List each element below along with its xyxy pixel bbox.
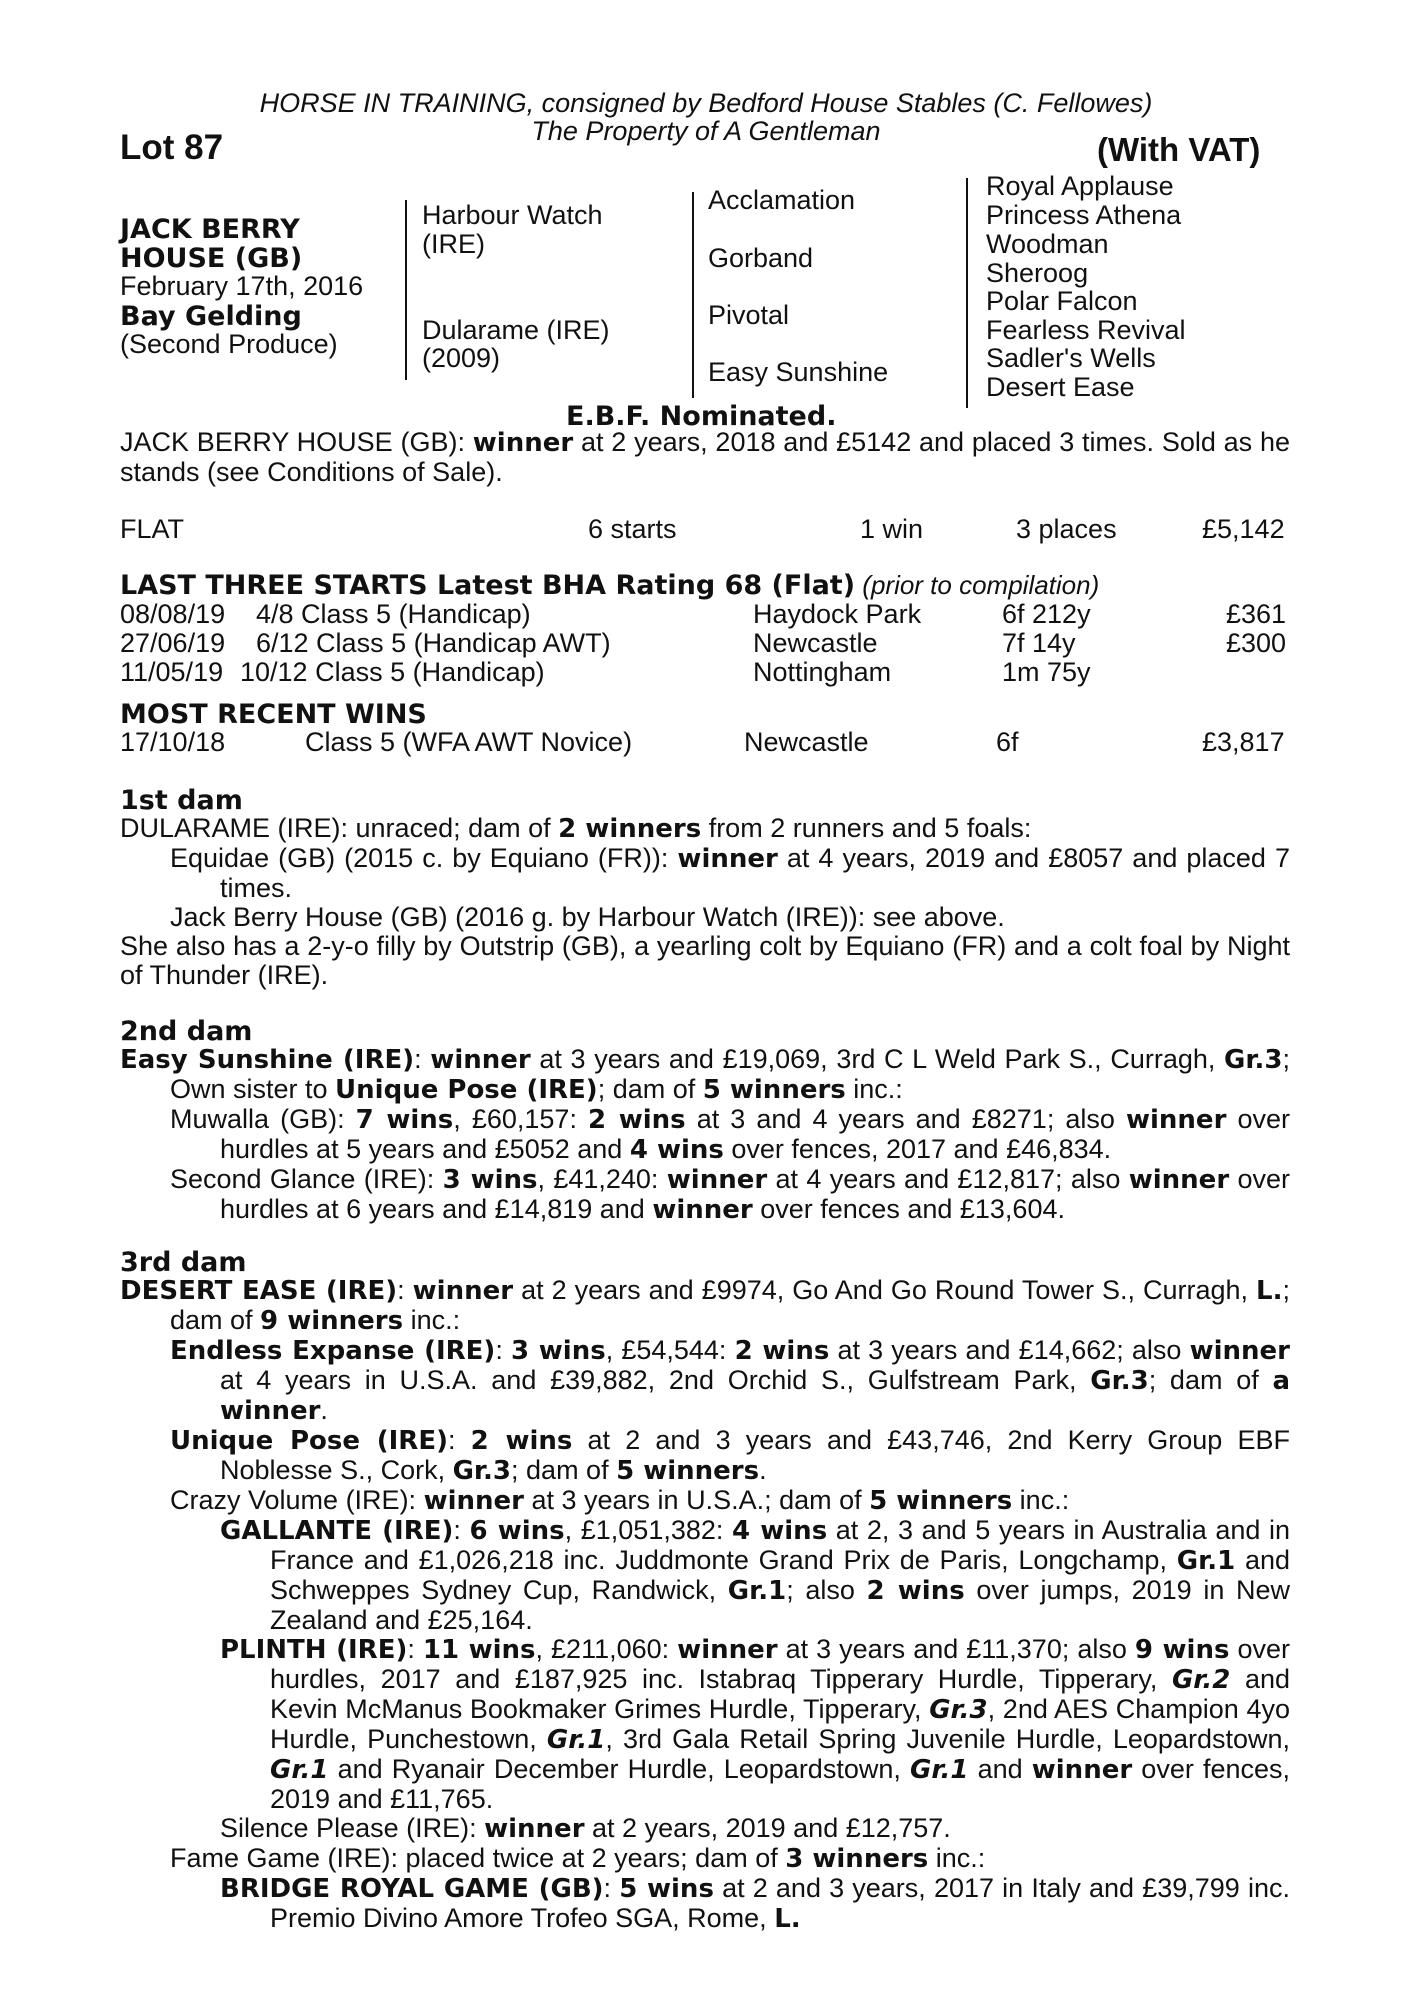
start-2-course: Newcastle bbox=[753, 628, 878, 658]
start-3-race: 10/12 Class 5 (Handicap) bbox=[240, 657, 545, 687]
pedigree-gen3-4: Sheroog bbox=[986, 258, 1089, 288]
start-3-course: Nottingham bbox=[753, 657, 892, 687]
pedigree-divider-2 bbox=[692, 192, 694, 398]
second-dam-heading: 2nd dam bbox=[120, 1016, 253, 1047]
pedigree-gen2-2: Gorband bbox=[708, 243, 814, 273]
start-2-date: 27/06/19 bbox=[120, 628, 226, 658]
endless-expanse-entry: Endless Expanse (IRE): 3 wins, £54,544: 2 wins at 3 years and £14,662; also winner at 4 years in U.S.A. and £39,882, 2nd Orchid S., Gulfstream Park, Gr.3; dam of a winner. bbox=[170, 1335, 1291, 1426]
gallante-entry: GALLANTE (IRE): 6 wins, £1,051,382: 4 wins at 2, 3 and 5 years in Australia and in France and £1,026,218 inc. Juddmonte Grand Prix de Paris, Longchamp, Gr.1 and Schweppes Sydney Cup, Randwick, Gr.1; also 2 wins over jumps, 2019 in New Zealand and £25,164. bbox=[220, 1515, 1291, 1635]
sire-country: (IRE) bbox=[422, 229, 485, 259]
recent-win-date: 17/10/18 bbox=[120, 727, 226, 757]
produce-note: (Second Produce) bbox=[120, 329, 338, 359]
fame-game-entry: Fame Game (IRE): placed twice at 2 years; dam of 3 winners inc.: bbox=[170, 1843, 986, 1874]
pedigree-gen3-2: Princess Athena bbox=[986, 200, 1182, 230]
foaling-date: February 17th, 2016 bbox=[120, 271, 364, 301]
first-dam-foal-1: Equidae (GB) (2015 c. by Equiano (FR)): winner at 4 years, 2019 and £8057 and placed 7 times. bbox=[170, 843, 1290, 903]
crazy-volume-entry: Crazy Volume (IRE): winner at 3 years in U.S.A.; dam of 5 winners inc.: bbox=[170, 1485, 1070, 1516]
pedigree-gen2-1: Acclamation bbox=[708, 185, 856, 215]
recent-win-race: Class 5 (WFA AWT Novice) bbox=[305, 727, 633, 757]
bridge-royal-game-entry: BRIDGE ROYAL GAME (GB): 5 wins at 2 and 3 years, 2017 in Italy and £39,799 inc. Premio Divino Amore Trofeo SGA, Rome, L. bbox=[220, 1873, 1290, 1934]
plinth-entry: PLINTH (IRE): 11 wins, £211,060: winner at 3 years and £11,370; also 9 wins over hurdles, 2017 and £187,925 inc. Istabraq Tipperary Hurdle, Tipperary, Gr.2 and Kevin McManus Bookmaker Grimes Hurdle, Tipperary, Gr.3, 2nd AES Champion 4yo Hurdle, Punchestown, Gr.1, 3rd Gala Retail Spring Juvenile Hurdle, Leopardstown, Gr.1 and Ryanair December Hurdle, Leopardstown, Gr.1 and winner over fences, 2019 and £11,765. bbox=[220, 1634, 1291, 1814]
start-1-distance: 6f 212y bbox=[1002, 599, 1091, 629]
property-line: The Property of A Gentleman bbox=[531, 116, 881, 146]
recent-win-distance: 6f bbox=[996, 727, 1019, 757]
third-dam-heading: 3rd dam bbox=[120, 1247, 247, 1278]
horse-name-2: HOUSE (GB) bbox=[120, 243, 303, 274]
pedigree-gen2-3: Pivotal bbox=[708, 300, 790, 330]
pedigree-gen3-5: Polar Falcon bbox=[986, 286, 1138, 316]
pedigree-gen3-1: Royal Applause bbox=[986, 171, 1174, 201]
desert-ease-entry: DESERT EASE (IRE): winner at 2 years and £9974, Go And Go Round Tower S., Curragh, L.; dam of 9 winners inc.: bbox=[120, 1275, 1290, 1336]
start-3-distance: 1m 75y bbox=[1002, 657, 1091, 687]
record-type: FLAT bbox=[120, 514, 185, 544]
start-1-date: 08/08/19 bbox=[120, 599, 226, 629]
pedigree-gen3-8: Desert Ease bbox=[986, 372, 1135, 402]
record-earnings: £5,142 bbox=[1202, 514, 1285, 544]
pedigree-gen3-7: Sadler's Wells bbox=[986, 343, 1156, 373]
start-1-prize: £361 bbox=[1226, 599, 1287, 629]
lot-number: Lot 87 bbox=[120, 128, 224, 167]
pedigree-gen2-4: Easy Sunshine bbox=[708, 357, 889, 387]
third-dam-section bbox=[120, 1276, 1290, 1934]
dam-year: (2009) bbox=[422, 343, 501, 373]
silence-please-entry: Silence Please (IRE): winner at 2 years, 2019 and £12,757. bbox=[220, 1813, 951, 1844]
pedigree-divider-1 bbox=[405, 200, 407, 380]
pedigree-divider-3 bbox=[966, 178, 968, 408]
recent-win-prize: £3,817 bbox=[1202, 727, 1285, 757]
sire-name: Harbour Watch bbox=[422, 200, 603, 230]
start-3-date: 11/05/19 bbox=[120, 657, 224, 687]
first-dam-section: DULARAME (IRE): unraced; dam of 2 winners from 2 runners and 5 foals: Equidae (GB) (2015 c. by Equiano (FR)): winner at 4 years, 2019 and £8057 and placed 7 times. Jack Berry House (GB) (2016 g. by Harbour Watch (IRE)): see above. She also has a 2-y-o filly by Outstrip (GB), a yearling colt by Equiano (FR) and a colt foal by Night of Thunder (IRE). bbox=[120, 813, 1290, 990]
pedigree-gen3-3: Woodman bbox=[986, 229, 1109, 259]
start-2-prize: £300 bbox=[1226, 628, 1287, 658]
vat-label: (With VAT) bbox=[1097, 131, 1261, 168]
race-summary: JACK BERRY HOUSE (GB): winner at 2 years, 2018 and £5142 and placed 3 times. Sold as he stands (see Conditions of Sale). bbox=[120, 427, 1290, 487]
first-dam-heading: 1st dam bbox=[120, 785, 243, 816]
second-dam-section bbox=[120, 1045, 1290, 1225]
start-1-race: 4/8 Class 5 (Handicap) bbox=[256, 599, 531, 629]
dam-name: Dularame (IRE) bbox=[422, 315, 610, 345]
second-dam-entry: Easy Sunshine (IRE): winner at 3 years and £19,069, 3rd C L Weld Park S., Curragh, Gr.3; Own sister to Unique Pose (IRE); dam of 5 winners inc.: bbox=[120, 1044, 1290, 1105]
horse-sex: Bay Gelding bbox=[120, 301, 302, 332]
horse-name-1: JACK BERRY bbox=[120, 214, 300, 245]
first-dam-note: She also has a 2-y-o filly by Outstrip (GB), a yearling colt by Equiano (FR) and a colt foal by Night of Thunder (IRE). bbox=[120, 931, 1290, 990]
start-2-race: 6/12 Class 5 (Handicap AWT) bbox=[256, 628, 611, 658]
ebf-nomination: E.B.F. Nominated. bbox=[566, 401, 837, 432]
record-starts: 6 starts bbox=[588, 514, 677, 544]
unique-pose-entry: Unique Pose (IRE): 2 wins at 2 and 3 years and £43,746, 2nd Kerry Group EBF Noblesse S., Cork, Gr.3; dam of 5 winners. bbox=[170, 1425, 1290, 1486]
start-2-distance: 7f 14y bbox=[1002, 628, 1076, 658]
second-glance-entry: Second Glance (IRE): 3 wins, £41,240: winner at 4 years and £12,817; also winner over hurdles at 6 years and £14,819 and winner over fences and £13,604. bbox=[170, 1164, 1291, 1225]
first-dam-foal-2: Jack Berry House (GB) (2016 g. by Harbour Watch (IRE)): see above. bbox=[170, 902, 1005, 932]
record-wins: 1 win bbox=[860, 514, 924, 544]
last-three-heading: LAST THREE STARTS Latest BHA Rating 68 (Flat) (prior to compilation) bbox=[120, 570, 1100, 601]
record-places: 3 places bbox=[1016, 514, 1117, 544]
consignor-line: HORSE IN TRAINING, consigned by Bedford House Stables (C. Fellowes) bbox=[259, 88, 1153, 118]
start-1-course: Haydock Park bbox=[753, 599, 922, 629]
recent-wins-heading: MOST RECENT WINS bbox=[120, 699, 427, 730]
muwalla-entry: Muwalla (GB): 7 wins, £60,157: 2 wins at 3 and 4 years and £8271; also winner over hurdles at 5 years and £5052 and 4 wins over fences, 2017 and £46,834. bbox=[170, 1104, 1290, 1165]
pedigree-gen3-6: Fearless Revival bbox=[986, 315, 1186, 345]
recent-win-course: Newcastle bbox=[744, 727, 869, 757]
